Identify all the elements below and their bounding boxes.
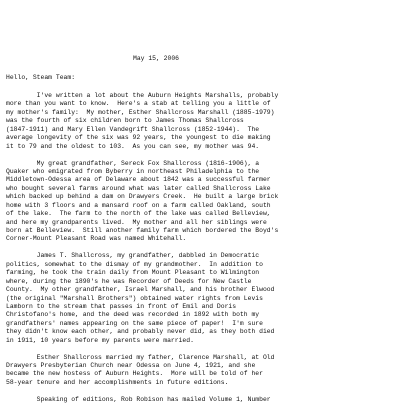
letter-line: 58-year tenure and her accomplishments in future editions. <box>6 378 229 386</box>
letter-paragraph <box>6 252 278 345</box>
letter-line: Christofano's home, and the deed was recorded in 1892 with both my <box>6 311 260 319</box>
letter-line: who bought several farms around what was later called Shallcross Lake <box>6 184 271 192</box>
letter-line: in 1911, 10 years before my parents were married. <box>6 336 194 344</box>
letter-line: became the new hostess of Auburn Heights. More will be told of her <box>6 370 263 378</box>
letter-line: Drawyers Presbyterian Church near Odessa on June 4, 1921, and she <box>6 362 256 369</box>
letter-line: more than you want to know. Here's a stab at telling you a little of <box>6 100 271 108</box>
letter-line: it to 79 and the oldest to 103. As you can see, my mother was 94. <box>6 142 260 150</box>
letter-date: May 15, 2006 <box>133 55 180 62</box>
letter-body <box>6 92 278 413</box>
letter-line: was the fourth of six children born to James Thomas Shallcross <box>6 117 244 125</box>
letter-line: average longevity of the six was 92 years, the youngest to die making <box>6 134 271 142</box>
letter-line: Corner-Mount Pleasant Road was named Whitehall. <box>6 235 187 243</box>
letter-line: grandfathers' names appearing on the same piece of paper! I'm sure <box>6 319 263 327</box>
letter-line: Quaker who emigrated from Byberry in northeast Philadelphia to the <box>6 167 260 175</box>
letter-line: farming, he took the train daily from Mount Pleasant to Wilmington <box>6 269 260 277</box>
letter-line: (1847-1911) and Mary Ellen Vandegrift Shallcross (1852-1944). The <box>6 125 260 133</box>
letter-line: politics, somewhat to the dismay of my grandmother. In addition to <box>6 260 263 268</box>
letter-line: County. My other grandfather, Israel Marshall, and his brother Elwood <box>6 286 275 294</box>
letter-line: and here my grandparents lived. My mother and all her siblings were <box>6 218 267 226</box>
letter-line: Esther Shallcross married my father, Clarence Marshall, at Old <box>6 353 275 361</box>
letter-line: they didn't know each other, and probably never did, as they both died <box>6 328 275 336</box>
letter-line: I've written a lot about the Auburn Heights Marshalls, probably <box>6 92 279 99</box>
letter-line: Lamborn to the stream that passes in front of Emil and Doris <box>6 302 237 310</box>
letter-line: of the lake. The farm to the north of the lake was called Belleview, <box>6 210 271 218</box>
letter-paragraph <box>6 92 278 151</box>
letter-line: Speaking of editions, Rob Robison has mailed Volume 1, Number <box>6 395 271 403</box>
letter-line: home with 3 floors and a mansard roof on a farm called Oakland, south <box>6 201 271 209</box>
letter-paragraph <box>6 160 278 244</box>
letter-line: which backed up behind a dam on Drawyers Creek. He built a large brick <box>6 193 279 201</box>
letter-line: Middletown-Odessa area of Delaware about 1842 was a successful farmer <box>6 176 271 184</box>
letter-line: born at Belleview. Still another family farm which bordered the Boyd's <box>6 227 279 234</box>
letter-greeting: Hello, Steam Team: <box>6 74 76 81</box>
letter-line: James T. Shallcross, my grandfather, dabbled in Democratic <box>6 252 260 260</box>
letter-line: my mother's family: My mother, Esther Shallcross Marshall (1885-1979) <box>6 108 275 116</box>
letter-line: (the original "Marshall Brothers") obtained water rights from Levis <box>6 294 263 302</box>
letter-line: My great grandfather, Sereck Fox Shallcross (1816-1906), a <box>6 159 260 167</box>
letter-paragraph <box>6 354 278 388</box>
letter-line: where, during the 1890's he was Recorder of Deeds for New Castle <box>6 277 252 285</box>
